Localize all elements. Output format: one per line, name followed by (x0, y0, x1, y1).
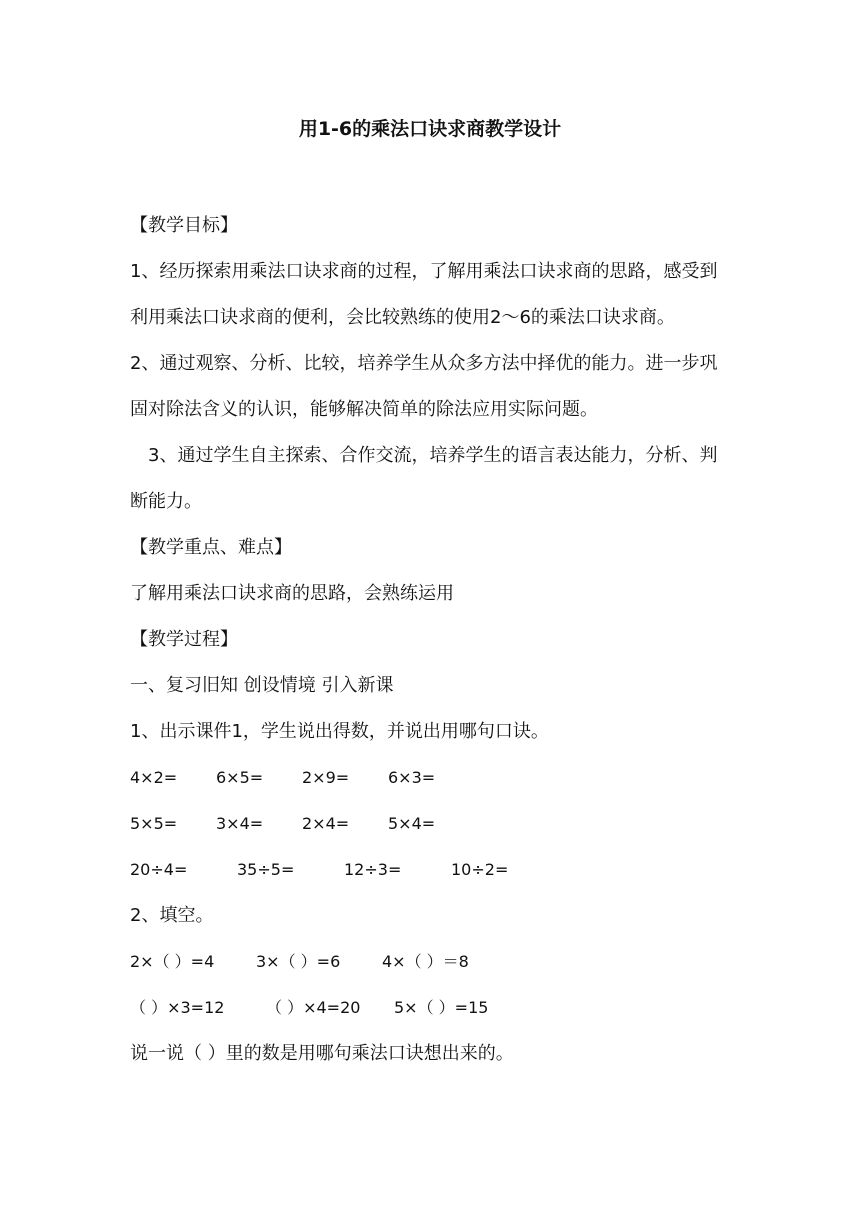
exercise-cell: 2×4= (302, 814, 350, 833)
key-points-text: 了解用乘法口诀求商的思路，会熟练运用 (130, 583, 454, 604)
fill-cell: 3×（ ）=6 (256, 952, 341, 971)
exercise-cell: 6×5= (216, 768, 264, 787)
exercise-row-1 (130, 755, 732, 801)
exercise-cell: 6×3= (388, 768, 436, 787)
fill-cell: （ ）×4=20 (266, 998, 361, 1017)
item-1-text: 1、出示课件1，学生说出得数，并说出用哪句口诀。 (130, 721, 549, 742)
exercise-cell: 4×2= (130, 768, 178, 787)
objectives-heading: 【教学目标】 (130, 215, 238, 236)
exercise-cell: 2×9= (302, 768, 350, 787)
objective-3: 3、通过学生自主探索、合作交流，培养学生的语言表达能力，分析、判断能力。 (130, 445, 718, 512)
fill-cell: 2×（ ）=4 (130, 952, 215, 971)
document-title: 用1-6的乘法口诀求商教学设计 (298, 118, 562, 140)
fill-row-2 (130, 985, 732, 1031)
fill-cell: 4×（ ）＝8 (382, 952, 469, 971)
fill-cell: 5×（ ）=15 (394, 998, 489, 1017)
fill-cell: （ ）×3=12 (130, 998, 225, 1017)
key-points-heading: 【教学重点、难点】 (130, 537, 292, 558)
item-2-text: 2、填空。 (130, 905, 214, 926)
document-body (130, 203, 732, 1077)
step-1-heading: 一、复习旧知 创设情境 引入新课 (130, 675, 394, 696)
objective-2: 2、通过观察、分析、比较，培养学生从众多方法中择优的能力。进一步巩固对除法含义的认识，能够解决简单的除法应用实际问题。 (130, 353, 718, 420)
exercise-cell: 5×5= (130, 814, 178, 833)
process-heading: 【教学过程】 (130, 629, 238, 650)
fill-row-1 (130, 939, 732, 985)
exercise-row-2 (130, 801, 732, 847)
exercise-cell: 5×4= (388, 814, 436, 833)
exercise-cell: 10÷2= (451, 860, 509, 879)
exercise-cell: 12÷3= (344, 860, 402, 879)
closing-text: 说一说（ ）里的数是用哪句乘法口诀想出来的。 (130, 1043, 514, 1064)
exercise-cell: 3×4= (216, 814, 264, 833)
exercise-row-3 (130, 847, 732, 893)
objective-1: 1、经历探索用乘法口诀求商的过程，了解用乘法口诀求商的思路，感受到利用乘法口诀求商的便利，会比较熟练的使用2～6的乘法口诀求商。 (130, 261, 718, 328)
exercise-cell: 20÷4= (130, 860, 188, 879)
exercise-cell: 35÷5= (237, 860, 295, 879)
